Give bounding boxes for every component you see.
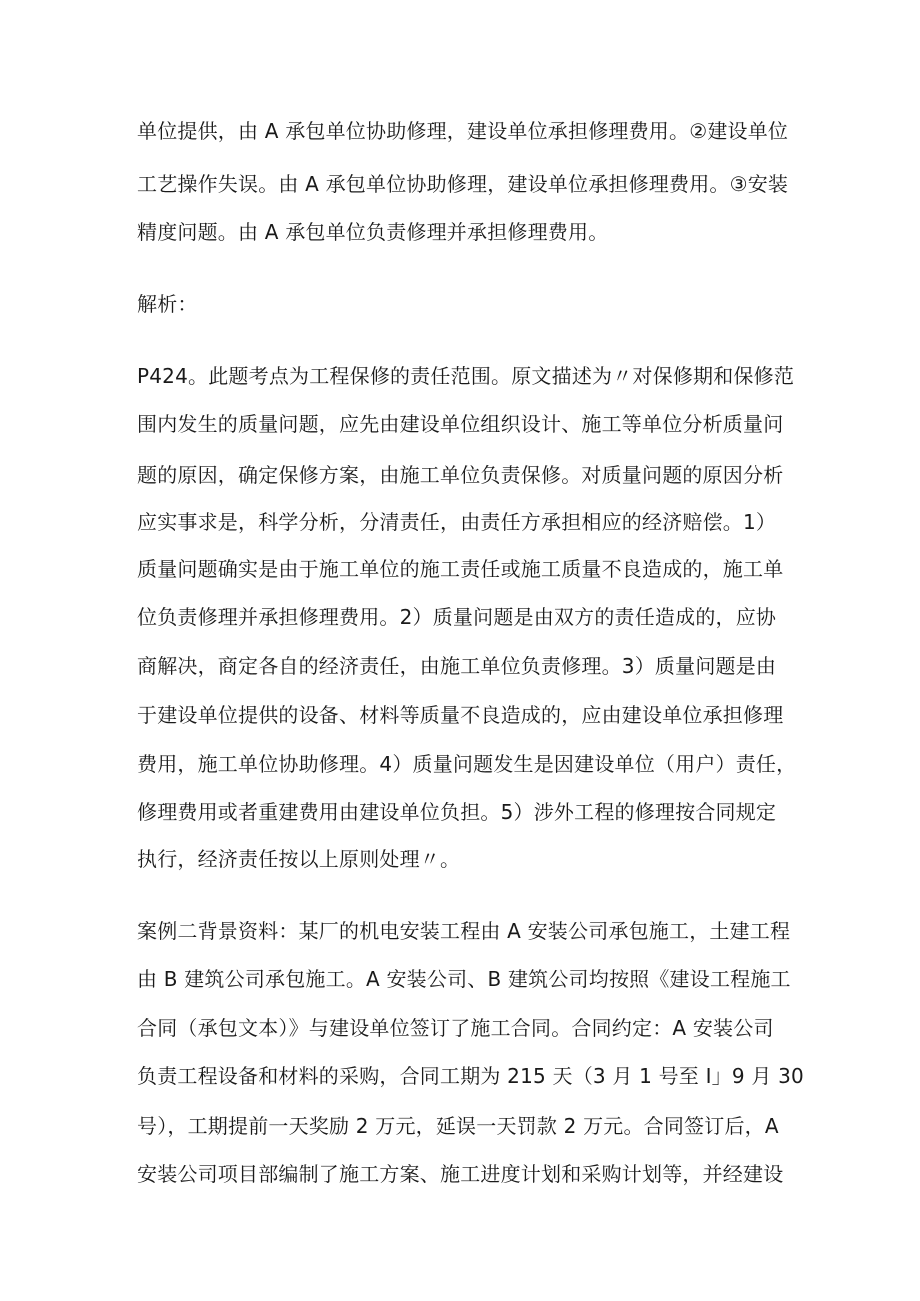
text-line: 质量问题确实是由于施工单位的施工责任或施工质量不良造成的，施工单 [137, 557, 784, 581]
text-line: 案例二背景资料：某厂的机电安装工程由 A 安装公司承包施工，土建工程 [137, 919, 791, 943]
text-line: 精度问题。由 A 承包单位负责修理并承担修理费用。 [137, 220, 609, 244]
text-line: 号），工期提前一天奖励 2 万元，延误一天罚款 2 万元。合同签订后，A [137, 1114, 779, 1138]
text-line: 负责工程设备和材料的采购，合同工期为 215 天（3 月 1 号至 I」9 月 30 [137, 1064, 804, 1088]
text-line: 商解决，商定各自的经济责任，由施工单位负责修理。3）质量问题是由 [137, 654, 777, 678]
text-line: 于建设单位提供的设备、材料等质量不良造成的，应由建设单位承担修理 [137, 703, 784, 727]
section-heading: 解析： [137, 292, 198, 316]
text-line: 由 B 建筑公司承包施工。A 安装公司、B 建筑公司均按照《建设工程施工 [137, 967, 791, 991]
text-line: 位负责修理并承担修理费用。2）质量问题是由双方的责任造成的，应协 [137, 605, 777, 629]
text-line: 工艺操作失误。由 A 承包单位协助修理，建设单位承担修理费用。③安装 [137, 172, 789, 196]
text-line: 执行，经济责任按以上原则处理〃。 [137, 847, 461, 871]
text-line: 修理费用或者重建费用由建设单位负担。5）涉外工程的修理按合同规定 [137, 800, 777, 824]
text-line: 题的原因，确定保修方案，由施工单位负责保修。对质量问题的原因分析 [137, 463, 784, 487]
text-line: 应实事求是，科学分析，分清责任，由责任方承担相应的经济赔偿。1） [137, 510, 777, 534]
text-line: 单位提供，由 A 承包单位协助修理，建设单位承担修理费用。②建设单位 [137, 119, 789, 143]
text-line: 合同（承包文本）》与建设单位签订了施工合同。合同约定：A 安装公司 [137, 1016, 774, 1040]
text-line: 费用，施工单位协助修理。4）质量问题发生是因建设单位（用户）责任， [137, 752, 797, 776]
text-line: 安装公司项目部编制了施工方案、施工进度计划和采购计划等，并经建设 [137, 1162, 784, 1186]
text-line: P424。此题考点为工程保修的责任范围。原文描述为〃对保修期和保修范 [137, 364, 795, 388]
text-line: 围内发生的质量问题，应先由建设单位组织设计、施工等单位分析质量问 [137, 412, 784, 436]
